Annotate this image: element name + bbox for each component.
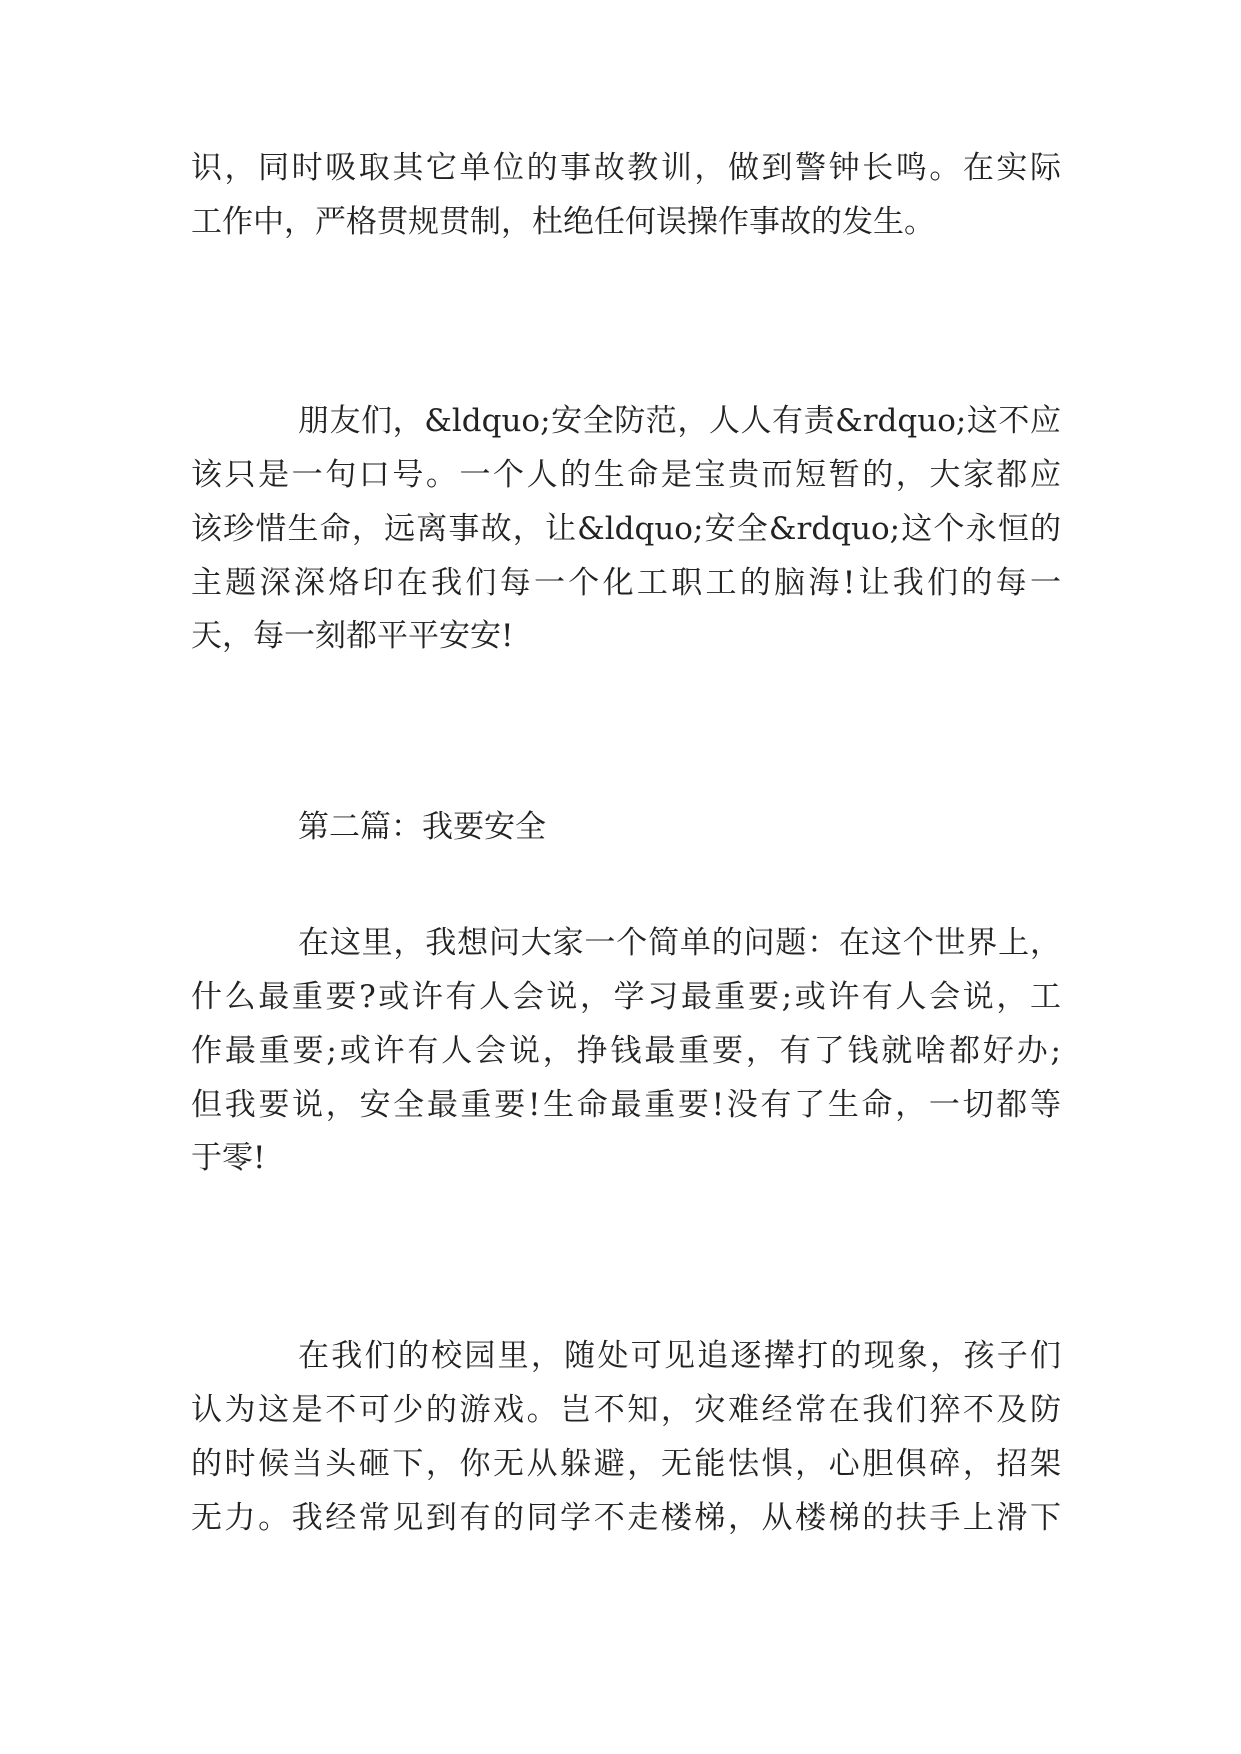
text-line: 的时候当头砸下，你无从躲避，无能怯惧，心胆俱碎，招架 [191, 1446, 1061, 1482]
text-line: 该只是一句口号。一个人的生命是宝贵而短暂的，大家都应 [191, 457, 1061, 493]
text-line: 该珍惜生命，远离事故，让&ldquo;安全&rdquo;这个永恒的 [191, 511, 1061, 547]
text-line: 什么最重要?或许有人会说，学习最重要;或许有人会说，工 [191, 979, 1061, 1015]
text-line: 在我们的校园里，随处可见追逐撵打的现象，孩子们 [298, 1338, 1061, 1374]
text-line: 于零! [191, 1140, 266, 1176]
text-line: 主题深深烙印在我们每一个化工职工的脑海!让我们的每一 [191, 565, 1061, 601]
text-line: 识，同时吸取其它单位的事故教训，做到警钟长鸣。在实际 [191, 150, 1061, 186]
text-line: 工作中，严格贯规贯制，杜绝任何误操作事故的发生。 [191, 204, 935, 240]
text-line: 无力。我经常见到有的同学不走楼梯，从楼梯的扶手上滑下 [191, 1500, 1061, 1536]
section-heading: 第二篇：我要安全 [298, 809, 546, 845]
text-line: 天，每一刻都平平安安! [191, 618, 514, 654]
text-line: 但我要说，安全最重要!生命最重要!没有了生命，一切都等 [191, 1087, 1061, 1123]
text-line: 作最重要;或许有人会说，挣钱最重要，有了钱就啥都好办; [191, 1033, 1061, 1069]
text-line: 认为这是不可少的游戏。岂不知，灾难经常在我们猝不及防 [191, 1392, 1061, 1428]
text-line: 朋友们，&ldquo;安全防范，人人有责&rdquo;这不应 [298, 403, 1061, 439]
text-line: 在这里，我想问大家一个简单的问题：在这个世界上， [298, 925, 1061, 961]
